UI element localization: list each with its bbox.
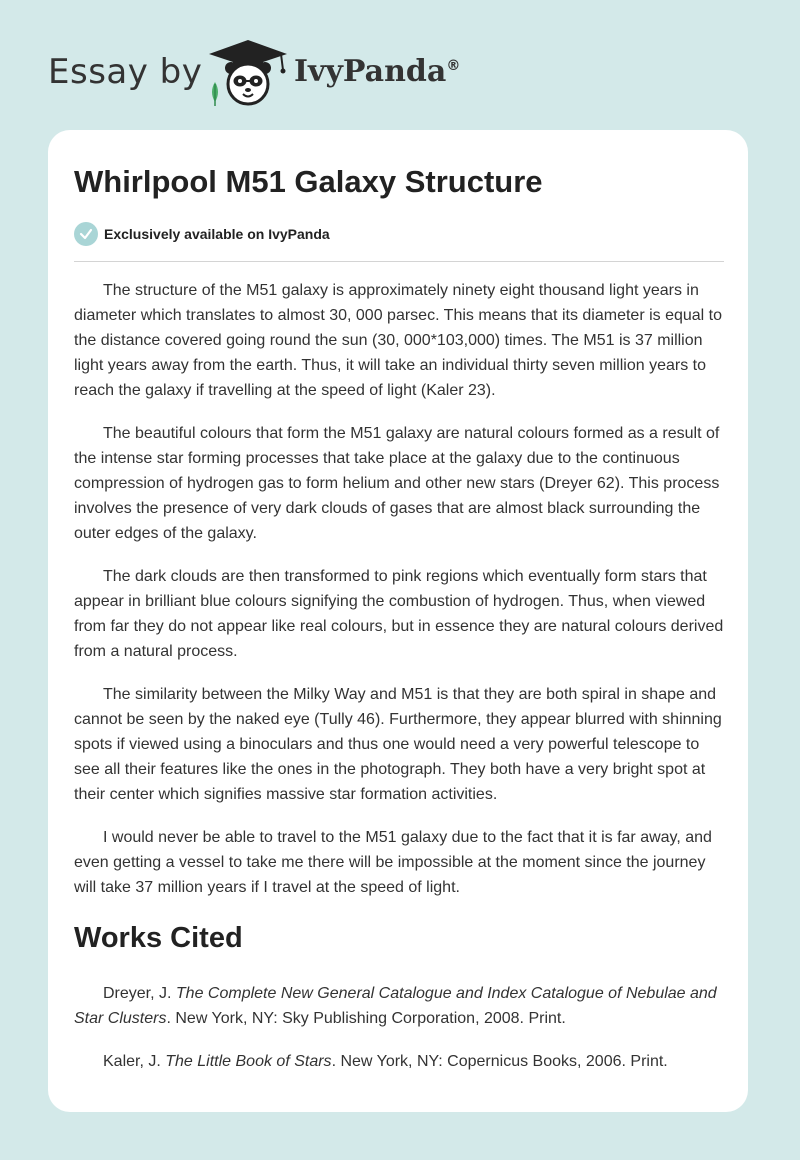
check-icon (74, 222, 98, 246)
panda-logo-icon[interactable] (203, 38, 293, 108)
citation: Kaler, J. The Little Book of Stars. New York, NY: Copernicus Books, 2006. Print. (103, 1053, 668, 1070)
paragraph: The similarity between the Milky Way and M51 is that they are both spiral in shape and cannot be seen by the naked eye (Tully 46). Furthermore, they appear blurred with shinning spots if viewed using a binoculars and thus one would need a very powerful telescope to see all their features like the ones in the photograph. They both have a very bright spot at their center which signifies massive star formation activities. (74, 686, 722, 803)
exclusive-badge (74, 222, 330, 246)
registered-mark: ® (446, 58, 461, 74)
paragraph: The beautiful colours that form the M51 galaxy are natural colours formed as a result of the intense star forming processes that take place at the galaxy due to the continuous compression of hydrogen gas to form helium and other new stars (Dreyer 62). This process involves the presence of very dark clouds of gases that are almost black surrounding the outer edges of the galaxy. (74, 425, 720, 542)
paragraph: I would never be able to travel to the M51 galaxy due to the fact that it is far away, and even getting a vessel to take me there will be impossible at the moment since the journey will take 37 million years if I travel at the speed of light. (74, 829, 712, 896)
page-title: Whirlpool M51 Galaxy Structure (74, 164, 543, 199)
site-header (48, 38, 548, 108)
brand-name[interactable]: IvyPanda® (294, 54, 461, 89)
paragraph: The structure of the M51 galaxy is approximately ninety eight thousand light years in diameter which translates to almost 30, 000 parsec. This means that its diameter is equal to the distance covered going round the sun (30, 000*103,000) times. The M51 is 37 million light years away from the earth. Thus, it will take an individual thirty seven million years to reach the galaxy if travelling at the speed of light (Kaler 23). (74, 282, 723, 399)
essay-card (48, 130, 748, 1112)
citation: Dreyer, J. The Complete New General Catalogue and Index Catalogue of Nebulae and Star Clusters. New York, NY: Sky Publishing Corporation, 2008. Print. (74, 985, 717, 1027)
essay-by-label: Essay by (48, 52, 203, 92)
divider (74, 261, 724, 262)
works-cited-heading: Works Cited (74, 922, 243, 954)
essay-body (74, 278, 724, 1092)
paragraph: The dark clouds are then transformed to pink regions which eventually form stars that appear in brilliant blue colours signifying the combustion of hydrogen. Thus, when viewed from far they do not appear like real colours, but in essence they are natural colours derived from a natural process. (74, 568, 724, 660)
badge-label: Exclusively available on IvyPanda (104, 226, 330, 242)
